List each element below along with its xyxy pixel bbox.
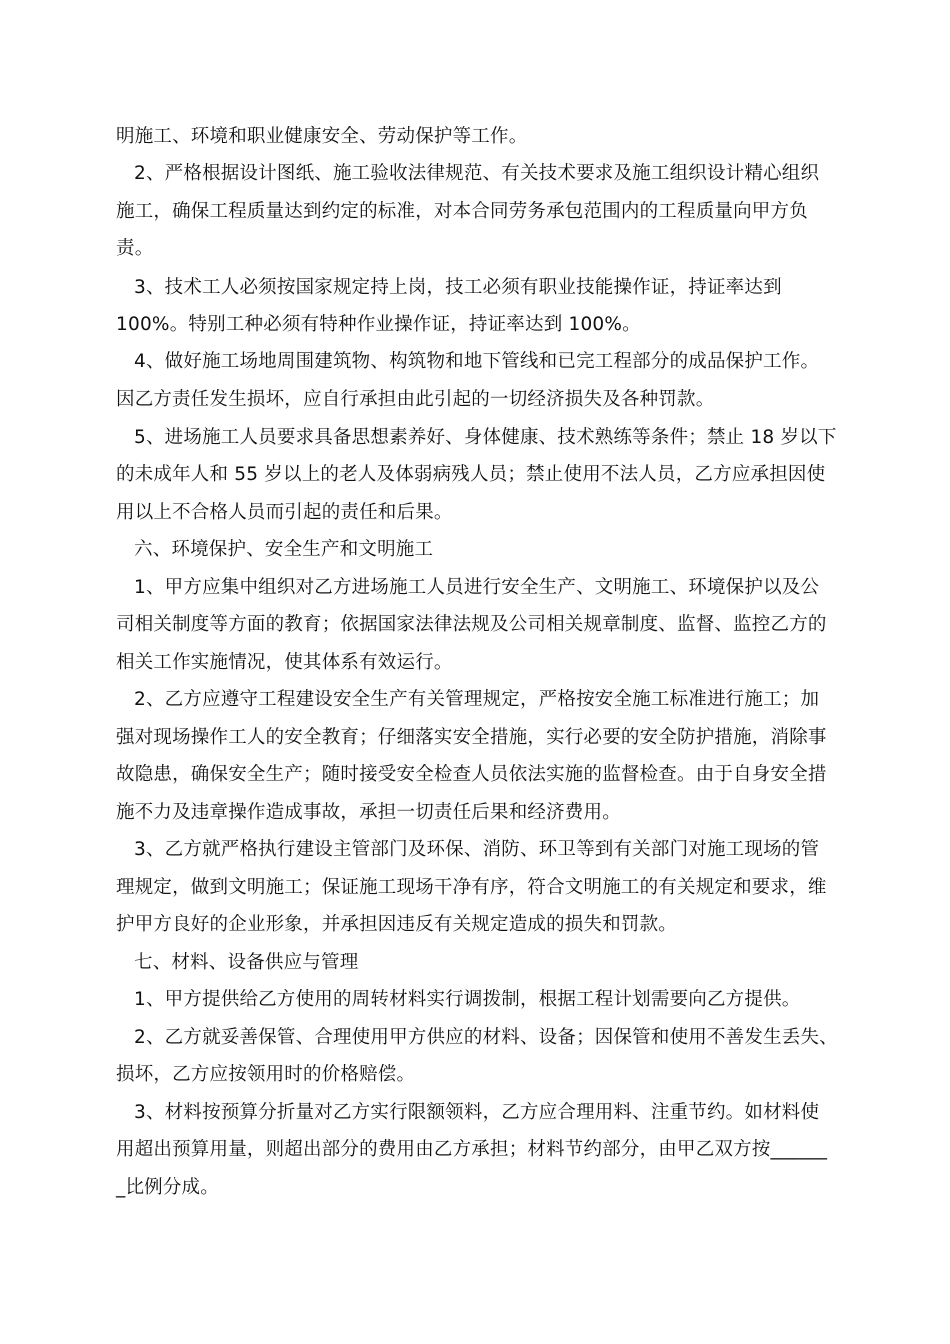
text-line: 强对现场操作工人的安全教育；仔细落实安全措施，实行必要的安全防护措施，消除事 [116, 727, 827, 748]
text-line: 责。 [116, 238, 154, 259]
text-line: 护甲方良好的企业形象，并承担因违反有关规定造成的损失和罚款。 [116, 914, 678, 935]
text-line: 2、乙方就妥善保管、合理使用甲方供应的材料、设备；因保管和使用不善发生丢失、 [134, 1027, 838, 1048]
text-line: 3、材料按预算分折量对乙方实行限额领料，乙方应合理用料、注重节约。如材料使 [134, 1102, 820, 1123]
text-line: 损坏，乙方应按领用时的价格赔偿。 [116, 1064, 416, 1085]
text-line: 1、甲方提供给乙方使用的周转材料实行调拨制，根据工程计划需要向乙方提供。 [134, 989, 801, 1010]
text-line: 明施工、环境和职业健康安全、劳动保护等工作。 [116, 126, 528, 147]
text-line: 用超出预算用量，则超出部分的费用由乙方承担；材料节约部分，由甲乙双方按______ [116, 1139, 828, 1160]
text-line: 3、乙方就严格执行建设主管部门及环保、消防、环卫等到有关部门对施工现场的管 [134, 839, 820, 860]
text-line: 3、技术工人必须按国家规定持上岗，技工必须有职业技能操作证，持证率达到 [134, 277, 782, 298]
text-line: 故隐患，确保安全生产；随时接受安全检查人员依法实施的监督检查。由于自身安全措 [116, 764, 827, 785]
text-line: 1、甲方应集中组织对乙方进场施工人员进行安全生产、文明施工、环境保护以及公 [134, 577, 820, 598]
text-line: _比例分成。 [116, 1177, 219, 1198]
text-line: 5、进场施工人员要求具备思想素养好、身体健康、技术熟练等条件；禁止 18 岁以下 [134, 427, 837, 448]
text-line: 施工，确保工程质量达到约定的标准，对本合同劳务承包范围内的工程质量向甲方负 [116, 201, 808, 222]
text-line: 司相关制度等方面的教育；依据国家法律法规及公司相关规章制度、监督、监控乙方的 [116, 614, 827, 635]
text-line: 4、做好施工场地周围建筑物、构筑物和地下管线和已完工程部分的成品保护工作。 [134, 351, 820, 372]
text-line: 相关工作实施情况，使其体系有效运行。 [116, 652, 453, 673]
section-heading: 七、材料、设备供应与管理 [134, 952, 359, 973]
text-line: 2、严格根据设计图纸、施工验收法律规范、有关技术要求及施工组织设计精心组织 [134, 163, 820, 184]
text-line: 100%。特别工种必须有特种作业操作证，持证率达到 100%。 [116, 314, 641, 335]
text-line: 的未成年人和 55 岁以上的老人及体弱病残人员；禁止使用不法人员，乙方应承担因使 [116, 464, 826, 485]
text-line: 施不力及违章操作造成事故，承担一切责任后果和经济费用。 [116, 802, 621, 823]
text-line: 2、乙方应遵守工程建设安全生产有关管理规定，严格按安全施工标准进行施工；加 [134, 689, 820, 710]
section-heading: 六、环境保护、安全生产和文明施工 [134, 539, 434, 560]
text-line: 因乙方责任发生损坏，应自行承担由此引起的一切经济损失及各种罚款。 [116, 389, 715, 410]
text-line: 用以上不合格人员而引起的责任和后果。 [116, 502, 453, 523]
text-line: 理规定，做到文明施工；保证施工现场干净有序，符合文明施工的有关规定和要求，维 [116, 877, 827, 898]
